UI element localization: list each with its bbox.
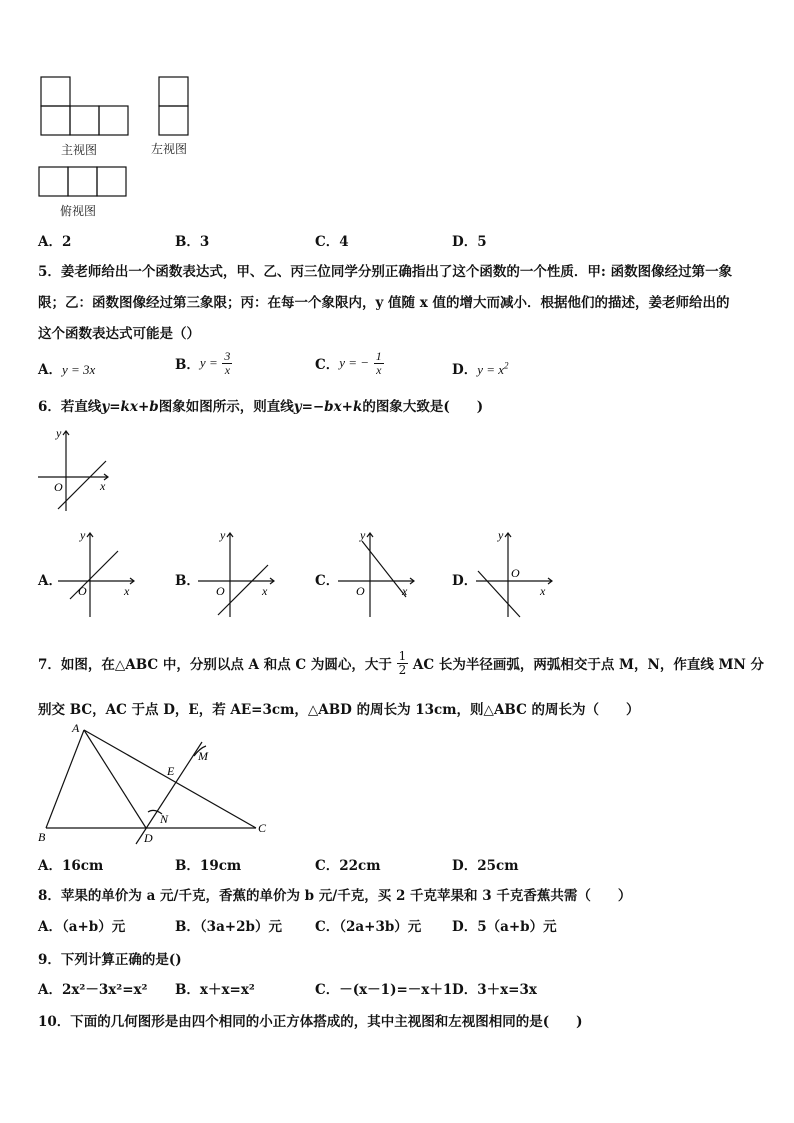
q9-option-d[interactable]: D．3＋x=3x <box>452 982 537 998</box>
svg-text:x: x <box>540 584 546 598</box>
q7-triangle-figure <box>36 720 276 848</box>
q6-option-c[interactable]: C． <box>315 573 340 589</box>
svg-text:y: y <box>220 528 226 542</box>
q7-option-d[interactable]: D．25cm <box>452 858 519 874</box>
svg-text:x: x <box>402 584 408 598</box>
left-view-square <box>159 77 188 106</box>
line-y-kx-b <box>58 461 106 509</box>
front-view-label: 主视图 <box>61 143 98 157</box>
q7-option-a[interactable]: A．16cm <box>38 858 104 874</box>
q7-stem-line-1: 7．如图，在△ABC 中，分别以点 A 和点 C 为圆心，大于 $\frac{1}{2}$ AC 长为半径画弧，两弧相交于点 M，N，作直线 MN 分 <box>38 649 765 677</box>
label-a: A <box>72 721 80 735</box>
q6-option-a-graph[interactable] <box>58 527 138 619</box>
svg-text:O: O <box>356 584 365 598</box>
q9-option-b[interactable]: B．x＋x=x² <box>175 982 255 998</box>
q7-option-b[interactable]: B．19cm <box>175 858 242 874</box>
q4-option-b[interactable]: B．3 <box>175 234 210 250</box>
q4-option-a[interactable]: A．2 <box>38 234 72 250</box>
top-view-label: 俯视图 <box>60 204 97 218</box>
label-m: M <box>198 749 208 763</box>
q8-option-a[interactable]: A．（a+b）元 <box>38 919 126 935</box>
q6-option-d[interactable]: D． <box>452 573 478 589</box>
side-ab <box>46 730 84 828</box>
top-view-square <box>68 167 97 196</box>
q8-option-d[interactable]: D．5（a+b）元 <box>452 919 557 935</box>
front-view-square <box>70 106 99 135</box>
top-view-square <box>97 167 126 196</box>
q6-stem: 6．若直线y=kx+b图象如图所示，则直线y=−bx+k的图象大致是( ) <box>38 399 484 415</box>
q5-line-3: 这个函数表达式可能是（） <box>38 326 200 342</box>
origin-label: O <box>54 480 63 494</box>
q4-option-c[interactable]: C．4 <box>315 234 349 250</box>
x-axis-label: x <box>100 479 106 493</box>
segment-ad <box>84 730 146 828</box>
q5-option-a[interactable]: A．y = 3x <box>38 362 96 378</box>
front-view-square <box>41 106 70 135</box>
q8-stem: 8．苹果的单价为 a 元/千克，香蕉的单价为 b 元/千克，买 2 千克苹果和 3 千克香蕉共需（ ） <box>38 888 632 904</box>
front-view-square <box>99 106 128 135</box>
svg-text:O: O <box>78 584 87 598</box>
side-ac <box>84 730 256 828</box>
q8-option-b[interactable]: B．（3a+2b）元 <box>175 919 282 935</box>
option-line <box>218 565 268 615</box>
top-view-square <box>39 167 68 196</box>
option-line <box>362 541 406 597</box>
label-c: C <box>258 821 267 835</box>
three-view-figure <box>36 74 196 200</box>
q6-option-a[interactable]: A． <box>38 573 62 589</box>
svg-text:O: O <box>511 566 520 580</box>
left-view-label: 左视图 <box>151 142 188 156</box>
q6-option-d-graph[interactable] <box>476 527 556 619</box>
svg-text:x: x <box>262 584 268 598</box>
y-axis-label: y <box>56 426 62 440</box>
svg-text:y: y <box>498 528 504 542</box>
q5-option-b[interactable]: B．y = $\frac{3}{x}$ <box>175 349 231 377</box>
svg-text:x: x <box>124 584 130 598</box>
q7-stem-line-2: 别交 BC，AC 于点 D，E，若 AE=3cm，△ABD 的周长为 13cm，则△ABC 的周长为（ ） <box>38 702 640 718</box>
q6-option-b-graph[interactable] <box>198 527 278 619</box>
q5-option-c[interactable]: C．y = − $\frac{1}{x}$ <box>315 349 382 377</box>
q6-reference-graph <box>36 423 116 515</box>
q5-line-1: 5．姜老师给出一个函数表达式，甲、乙、丙三位同学分别正确指出了这个函数的一个性质．甲: 函数图像经过第一象 <box>38 264 733 280</box>
label-e: E <box>167 764 175 778</box>
q7-option-c[interactable]: C．22cm <box>315 858 381 874</box>
q4-option-d[interactable]: D．5 <box>452 234 487 250</box>
left-view-square <box>159 106 188 135</box>
svg-text:O: O <box>216 584 225 598</box>
svg-text:y: y <box>80 528 86 542</box>
q8-option-c[interactable]: C．（2a+3b）元 <box>315 919 422 935</box>
line-mn <box>136 742 202 844</box>
label-b: B <box>38 830 46 844</box>
q5-line-2: 限；乙：函数图像经过第三象限；丙：在每一个象限内，y 值随 x 值的增大而减小．根据他们的描述，姜老师给出的 <box>38 295 730 311</box>
label-d: D <box>144 831 153 845</box>
q5-option-d[interactable]: D．$y = x^2$ <box>452 360 509 378</box>
q9-option-a[interactable]: A．2x²－3x²=x² <box>38 982 148 998</box>
label-n: N <box>160 812 169 826</box>
q6-option-b[interactable]: B． <box>175 573 200 589</box>
q9-stem: 9．下列计算正确的是() <box>38 952 182 968</box>
front-view-square <box>41 77 70 106</box>
svg-text:y: y <box>360 528 366 542</box>
q9-option-c[interactable]: C．－(x－1)=－x＋1 <box>315 982 453 998</box>
q6-option-c-graph[interactable] <box>338 527 418 619</box>
q10-stem: 10．下面的几何图形是由四个相同的小正方体搭成的，其中主视图和左视图相同的是( ) <box>38 1014 583 1030</box>
